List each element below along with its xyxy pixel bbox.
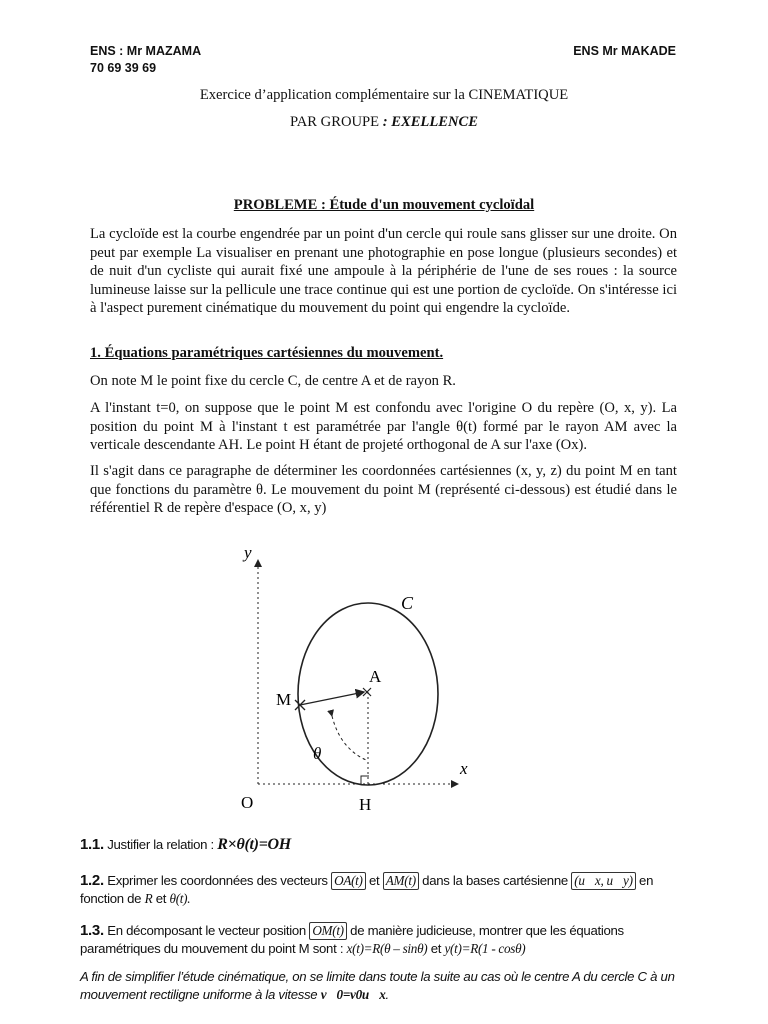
label-m: M xyxy=(276,690,292,709)
vector-om: OM(t) xyxy=(309,922,346,940)
label-c: C xyxy=(401,593,414,613)
section-1-p1: On note M le point fixe du cercle C, de centre A et de rayon R. xyxy=(90,373,456,389)
velocity-formula: v⃗0=v0u⃗x xyxy=(320,987,386,1002)
section-1-p2: A l'instant t=0, on suppose que le point M est confondu avec l'origine O du repère (O, x, y). La position du point M à l'instant t est paramétrée par l'angle θ(t) formé par le rayon AM avec la verticale descendante AH. Le point H étant de projeté orthogonal de A sur l'axe (Ox). xyxy=(90,400,677,454)
theta-arc xyxy=(332,716,366,760)
label-theta: θ xyxy=(313,744,322,763)
question-1-2: 1.2. Exprimer les coordonnées des vecteurs OA(t) et AM(t) dans la bases cartésienne (u⃗x, u⃗y) en fonction de R et θ(t). xyxy=(80,872,654,906)
group-title-emph: : EXELLENCE xyxy=(379,114,479,130)
point-a-marker xyxy=(363,688,371,696)
section-1-heading: 1. Équations paramétriques cartésiennes du mouvement. xyxy=(90,345,444,361)
label-x: x xyxy=(460,759,468,778)
group-title-prefix: PAR GROUPE xyxy=(289,114,380,130)
simplification-note: A fin de simplifier l’étude cinématique, on se limite dans toute la suite au cas où le centre A du cercle C à un mouvement rectiligne uniforme à la vitesse v⃗0=v0u⃗x. xyxy=(80,969,675,1002)
document-title: Exercice d’application complémentaire sur la CINEMATIQUE xyxy=(199,87,569,103)
header-left-phone: 70 69 39 69 xyxy=(90,61,157,75)
problem-heading: PROBLEME : Étude d'un mouvement cycloïdal xyxy=(233,197,535,213)
formula-r-theta-oh: R×θ(t)=OH xyxy=(217,836,291,853)
basis-vectors: (u⃗x, u⃗y) xyxy=(571,872,635,890)
label-h: H xyxy=(359,795,372,814)
question-1-1: 1.1. Justifier la relation : R×θ(t)=OH xyxy=(80,836,291,853)
label-o: O xyxy=(241,793,254,812)
header-right-name: ENS Mr MAKADE xyxy=(573,44,676,58)
vector-oa: OA(t) xyxy=(331,872,366,890)
label-a: A xyxy=(369,667,382,686)
equation-x: x(t)=R(θ – sinθ) xyxy=(346,941,428,956)
label-y: y xyxy=(244,543,252,562)
question-1-3: 1.3. En décomposant le vecteur position OM(t) de manière judicieuse, montrer que les équations paramétriques du mouvement du point M sont : x(t)=R(θ – sinθ) et y(t)=R(1 - cosθ) xyxy=(80,922,624,956)
equation-y: y(t)=R(1 - cosθ) xyxy=(444,941,526,956)
header-left-name: ENS : Mr MAZAMA xyxy=(90,44,202,58)
radius-am xyxy=(300,692,364,705)
problem-intro: La cycloïde est la courbe engendrée par un point d'un cercle qui roule sans glisser sur une droite. On peut par exemple La visualiser en prenant une photographie en pose longue (plusieurs secondes) et de nuit d'un cycliste qui aurait fixé une ampoule à la périphérie de l'une de ses roues : la source lumineuse laisse sur la pellicule une trace continue qui est une portion de cycloïde. On s'intéresse ici à l'aspect purement cinématique du mouvement du point qui engendre la cycloïde. xyxy=(90,226,677,317)
vector-am: AM(t) xyxy=(383,872,419,890)
section-1-p3: Il s'agit dans ce paragraphe de déterminer les coordonnées cartésiennes (x, y, z) du point M en tant que fonctions du paramètre θ. Le mouvement du point M (représenté ci-dessous) est étudié dans le référentiel R de repère d'espace (O, x, y) xyxy=(90,463,677,517)
